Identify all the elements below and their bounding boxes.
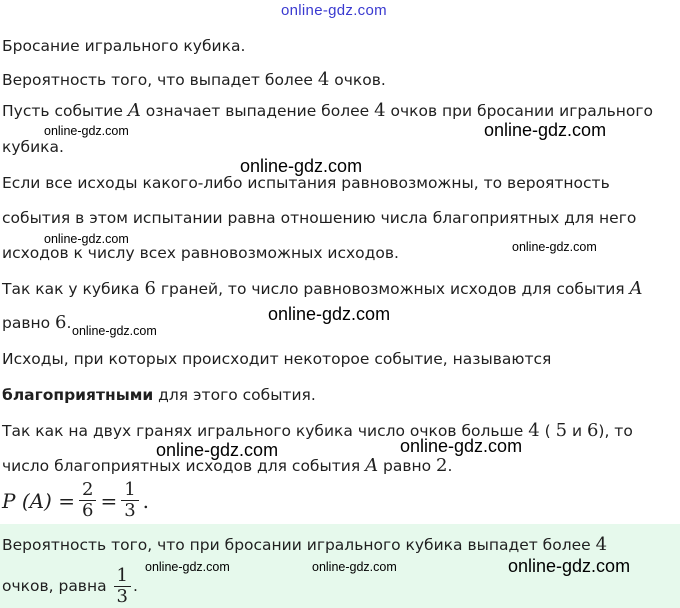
watermark: online-gdz.com [145, 560, 230, 574]
text-line-9: равно 6. [2, 312, 72, 333]
watermark: online-gdz.com [156, 440, 279, 460]
watermark-top: online-gdz.com [281, 2, 387, 19]
fraction-2-6: $\frac{2}{6}$ [79, 480, 96, 521]
watermark: online-gdz.com [44, 124, 129, 138]
fraction-1-3: $\frac{1}{3}$ [121, 480, 138, 521]
answer-fraction: $\frac{1}{3}$ [114, 566, 131, 607]
text-line-4: кубика. [2, 138, 64, 156]
watermark: online-gdz.com [268, 304, 391, 324]
answer-line-1: Вероятность того, что при бросании игрального кубика выпадет более 4 [2, 534, 608, 555]
watermark: online-gdz.com [508, 556, 631, 576]
watermark: online-gdz.com [512, 240, 597, 254]
watermark: online-gdz.com [72, 324, 157, 338]
text-line-13: число благоприятных исходов для события A равно 2. [2, 455, 453, 476]
text-line-7: исходов к числу всех равновозможных исходов. [2, 244, 399, 262]
text-line-3: Пусть событие A означает выпадение более 4 очков при бросании игрального [2, 100, 653, 121]
text-line-10: Исходы, при которых происходит некоторое событие, называются [2, 350, 552, 368]
text-line-11: благоприятными для этого события. [2, 386, 316, 404]
text-line-8: Так как у кубика 6 граней, то число равновозможных исходов для события A [2, 278, 643, 299]
watermark: online-gdz.com [484, 120, 607, 140]
watermark: online-gdz.com [44, 232, 129, 246]
text-line-6: события в этом испытании равна отношению числа благоприятных для него [2, 209, 637, 227]
watermark: online-gdz.com [240, 156, 363, 176]
watermark: online-gdz.com [312, 560, 397, 574]
text-line-2: Вероятность того, что выпадет более 4 очков. [2, 69, 386, 90]
text-line-12: Так как на двух гранях игрального кубика число очков больше 4 ( 5 и 6), то [2, 420, 633, 441]
probability-formula: P (A) = $\frac{2}{6}$ = $\frac{1}{3}$ . [2, 479, 150, 521]
text-line-1: Бросание игрального кубика. [2, 37, 246, 55]
answer-line-2: очков, равна $\frac{1}{3}$ . [2, 565, 138, 607]
watermark: online-gdz.com [400, 436, 523, 456]
text-line-5: Если все исходы какого-либо испытания равновозможны, то вероятность [2, 174, 610, 192]
bold-term: благоприятными [2, 386, 154, 404]
